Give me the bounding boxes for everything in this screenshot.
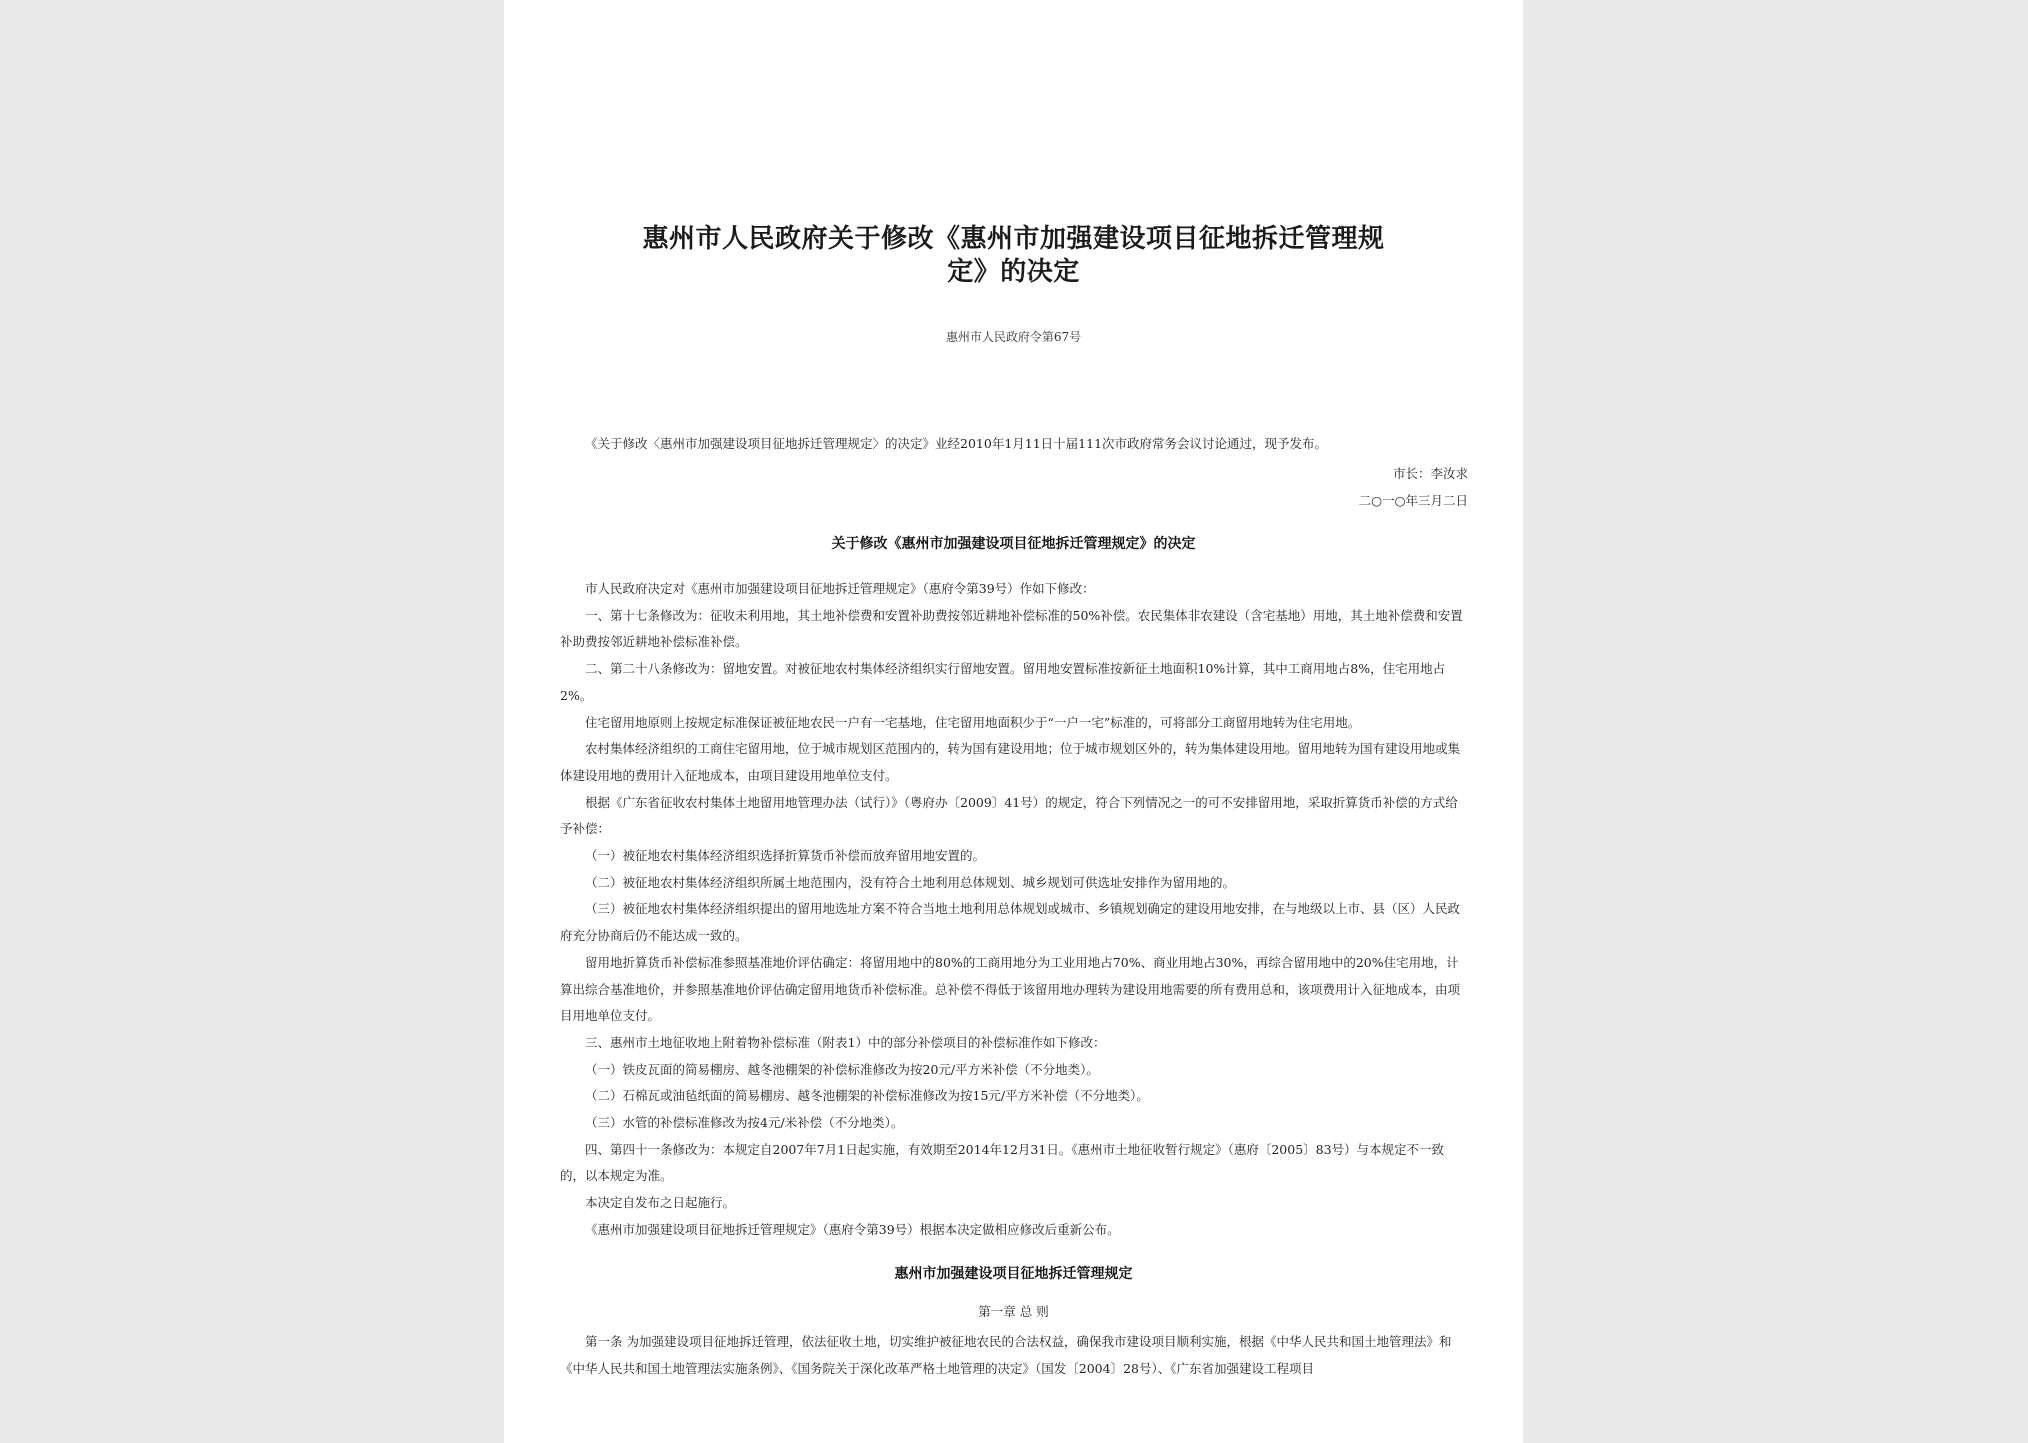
paragraph: 《惠州市加强建设项目征地拆迁管理规定》（惠府令第39号）根据本决定做相应修改后重新公布。: [585, 1221, 1120, 1237]
document-page: [504, 0, 1523, 1443]
paragraph: 本决定自发布之日起施行。: [585, 1195, 736, 1211]
paragraph: 三、惠州市土地征收地上附着物补偿标准（附表1）中的部分补偿项目的补偿标准作如下修改：: [585, 1034, 1106, 1050]
decision-body: [560, 576, 1468, 1244]
intro-paragraph: 《关于修改〈惠州市加强建设项目征地拆迁管理规定〉的决定》业经2010年1月11日十届111次市政府常务会议讨论通过，现予发布。: [585, 436, 1328, 451]
mayor-signature: 市长：李汝求: [1392, 466, 1468, 481]
document-title: [574, 223, 1453, 289]
paragraph: 市人民政府决定对《惠州市加强建设项目征地拆迁管理规定》（惠府令第39号）作如下修改：: [585, 581, 1095, 596]
paragraph: 二、第二十八条修改为：留地安置。对被征地农村集体经济组织实行留地安置。留用地安置标准按新征土地面积10%计算，其中工商用地占8%，住宅用地占2%。: [560, 661, 1446, 703]
decision-title: 关于修改《惠州市加强建设项目征地拆迁管理规定》的决定: [831, 536, 1196, 552]
paragraph: 一、第十七条修改为：征收未利用地，其土地补偿费和安置补助费按邻近耕地补偿标准的50%补偿。农民集体非农建设（含宅基地）用地，其土地补偿费和安置补助费按邻近耕地补偿标准补偿。: [560, 607, 1463, 650]
rules-title: 惠州市加强建设项目征地拆迁管理规定: [894, 1266, 1133, 1282]
chapter-heading: 第一章 总 则: [978, 1304, 1049, 1319]
paragraph: 四、第四十一条修改为：本规定自2007年7月1日起实施，有效期至2014年12月31日。《惠州市土地征收暂行规定》（惠府〔2005〕83号）与本规定不一致的，以本规定为准。: [560, 1141, 1445, 1184]
title-line-2: 定》的决定: [947, 257, 1080, 287]
issue-date: 二○一○年三月二日: [1358, 493, 1468, 508]
title-line-1: 惠州市人民政府关于修改《惠州市加强建设项目征地拆迁管理规: [642, 224, 1385, 254]
paragraph: （三）被征地农村集体经济组织提出的留用地选址方案不符合当地土地利用总体规划或城市、乡镇规划确定的建设用地安排，在与地级以上市、县（区）人民政府充分协商后仍不能达成一致的。: [560, 901, 1461, 944]
paragraph: （一）铁皮瓦面的简易棚房、越冬池棚架的补偿标准修改为按20元/平方米补偿（不分地类）。: [585, 1061, 1099, 1077]
paragraph: 农村集体经济组织的工商住宅留用地，位于城市规划区范围内的，转为国有建设用地；位于城市规划区外的，转为集体建设用地。留用地转为国有建设用地或集体建设用地的费用计入征地成本，由项目建设用地单位支付。: [560, 741, 1461, 783]
order-number: 惠州市人民政府令第67号: [945, 330, 1082, 344]
paragraph: （二）被征地农村集体经济组织所属土地范围内，没有符合土地利用总体规划、城乡规划可供选址安排作为留用地的。: [585, 874, 1236, 890]
paragraph: （二）石棉瓦或油毡纸面的简易棚房、越冬池棚架的补偿标准修改为按15元/平方米补偿（不分地类）。: [585, 1088, 1149, 1104]
paragraph: （一）被征地农村集体经济组织选择折算货币补偿而放弃留用地安置的。: [585, 848, 986, 864]
paragraph: 住宅留用地原则上按规定标准保证被征地农民一户有一宅基地，住宅留用地面积少于“一户一宅”标准的，可将部分工商留用地转为住宅用地。: [585, 714, 1361, 730]
paragraph: （三）水管的补偿标准修改为按4元/米补偿（不分地类）。: [585, 1115, 904, 1131]
article-1: 第一条 为加强建设项目征地拆迁管理，依法征收土地，切实维护被征地农民的合法权益，确保我市建设项目顺利实施，根据《中华人民共和国土地管理法》和《中华人民共和国土地管理法实施条例》、《国务院关于深化改革严格土地管理的决定》（国发〔2004〕28号）、《广东省加强建设工程项目: [560, 1334, 1452, 1376]
paragraph: 根据《广东省征收农村集体土地留用地管理办法（试行）》（粤府办〔2009〕41号）的规定，符合下列情况之一的可不安排留用地，采取折算货币补偿的方式给予补偿：: [560, 794, 1458, 837]
paragraph: 留用地折算货币补偿标准参照基准地价评估确定：将留用地中的80%的工商用地分为工业用地占70%、商业用地占30%，再综合留用地中的20%住宅用地，计算出综合基准地价，并参照基准地价评估确定留用地货币补偿标准。总补偿不得低于该留用地办理转为建设用地需要的所有费用总和，该项费用计入征地成本，由项目用地单位支付。: [560, 954, 1461, 1024]
